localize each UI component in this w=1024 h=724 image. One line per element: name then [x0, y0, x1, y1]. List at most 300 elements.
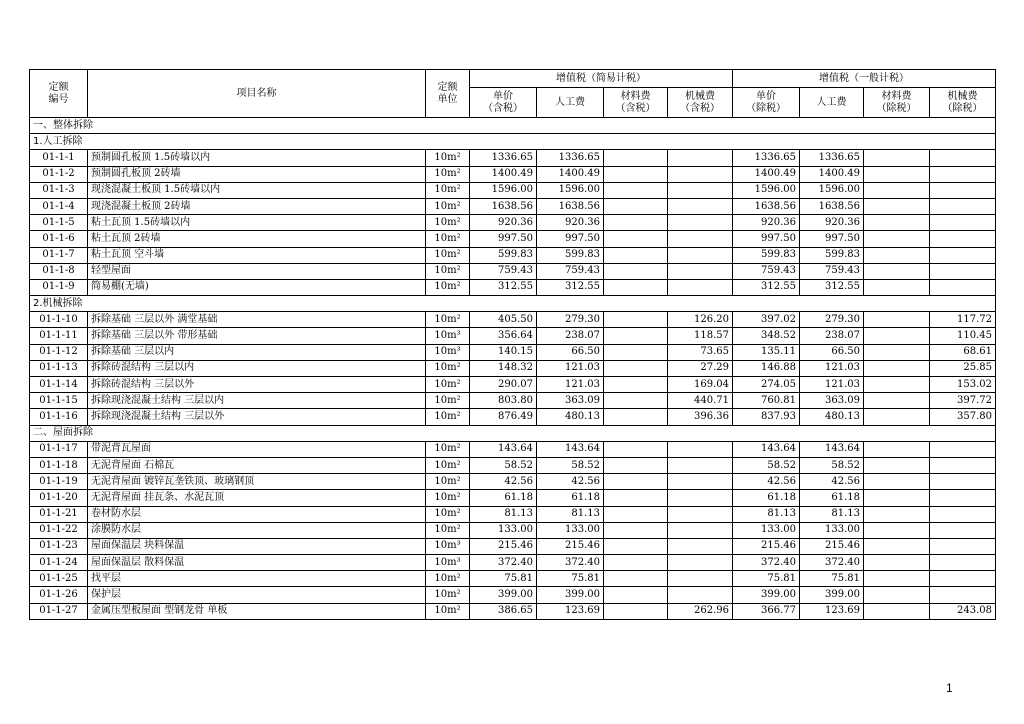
machine-incl-cell: 262.96 [668, 603, 733, 619]
price-incl-cell: 148.32 [470, 360, 537, 376]
item-name: 拆除基础 三层以外 带形基础 [88, 328, 426, 344]
machine-excl-cell [930, 555, 996, 571]
item-name: 轻型屋面 [88, 263, 426, 279]
price-excl-cell: 1400.49 [733, 166, 800, 182]
labor-cost-cell: 58.52 [537, 457, 604, 473]
machine-excl-cell [930, 506, 996, 522]
price-excl-cell: 146.88 [733, 360, 800, 376]
item-name: 拆除现浇混凝土结构 三层以外 [88, 409, 426, 425]
quota-code: 01-1-22 [30, 522, 88, 538]
quota-code: 01-1-27 [30, 603, 88, 619]
labor-cost-cell: 997.50 [537, 231, 604, 247]
table-row [30, 522, 996, 538]
price-incl-cell: 876.49 [470, 409, 537, 425]
price-excl-cell: 42.56 [733, 474, 800, 490]
machine-incl-cell [668, 215, 733, 231]
section-title: 一、整体拆除 [30, 118, 996, 134]
machine-excl-cell [930, 522, 996, 538]
machine-incl-cell [668, 198, 733, 214]
section-row [30, 425, 996, 441]
material-incl-cell [604, 474, 668, 490]
quota-unit: 10m² [426, 215, 470, 231]
material-excl-cell [864, 587, 930, 603]
machine-excl-cell [930, 538, 996, 554]
material-excl-cell [864, 182, 930, 198]
price-excl-cell: 274.05 [733, 377, 800, 393]
quota-unit: 10m² [426, 150, 470, 166]
material-incl-cell [604, 538, 668, 554]
labor-cost-2-cell: 372.40 [800, 555, 864, 571]
price-excl-cell: 1336.65 [733, 150, 800, 166]
price-incl-cell: 1336.65 [470, 150, 537, 166]
header-labor: 人工费 [537, 88, 604, 118]
labor-cost-cell: 372.40 [537, 555, 604, 571]
price-incl-cell: 133.00 [470, 522, 537, 538]
machine-incl-cell [668, 182, 733, 198]
machine-incl-cell: 73.65 [668, 344, 733, 360]
table-row [30, 441, 996, 457]
machine-excl-cell [930, 441, 996, 457]
labor-cost-2-cell: 1596.00 [800, 182, 864, 198]
material-excl-cell [864, 441, 930, 457]
table-body [30, 118, 996, 620]
price-excl-cell: 143.64 [733, 441, 800, 457]
table-row [30, 198, 996, 214]
quota-code: 01-1-9 [30, 279, 88, 295]
machine-incl-cell: 27.29 [668, 360, 733, 376]
labor-cost-cell: 75.81 [537, 571, 604, 587]
quota-unit: 10m² [426, 522, 470, 538]
price-excl-cell: 215.46 [733, 538, 800, 554]
quota-unit: 10m² [426, 474, 470, 490]
price-excl-cell: 399.00 [733, 587, 800, 603]
quota-unit: 10m² [426, 198, 470, 214]
material-excl-cell [864, 166, 930, 182]
labor-cost-2-cell: 61.18 [800, 490, 864, 506]
machine-incl-cell: 169.04 [668, 377, 733, 393]
machine-incl-cell: 440.71 [668, 393, 733, 409]
quota-unit: 10m³ [426, 555, 470, 571]
labor-cost-cell: 123.69 [537, 603, 604, 619]
labor-cost-2-cell: 81.13 [800, 506, 864, 522]
labor-cost-2-cell: 480.13 [800, 409, 864, 425]
labor-cost-2-cell: 759.43 [800, 263, 864, 279]
item-name: 拆除砖混结构 三层以外 [88, 377, 426, 393]
material-incl-cell [604, 506, 668, 522]
quota-unit: 10m² [426, 377, 470, 393]
labor-cost-2-cell: 66.50 [800, 344, 864, 360]
labor-cost-cell: 1400.49 [537, 166, 604, 182]
material-incl-cell [604, 150, 668, 166]
price-incl-cell: 356.64 [470, 328, 537, 344]
material-incl-cell [604, 393, 668, 409]
table-row [30, 457, 996, 473]
quota-code: 01-1-23 [30, 538, 88, 554]
price-excl-cell: 312.55 [733, 279, 800, 295]
labor-cost-cell: 759.43 [537, 263, 604, 279]
material-excl-cell [864, 360, 930, 376]
labor-cost-cell: 238.07 [537, 328, 604, 344]
price-excl-cell: 366.77 [733, 603, 800, 619]
material-excl-cell [864, 263, 930, 279]
header-simple-tax: 增值税（简易计税） [470, 70, 733, 88]
machine-excl-cell: 153.02 [930, 377, 996, 393]
header-general-tax: 增值税（一般计税） [733, 70, 996, 88]
material-incl-cell [604, 344, 668, 360]
quota-code: 01-1-6 [30, 231, 88, 247]
item-name: 简易棚(无墙) [88, 279, 426, 295]
table-row [30, 490, 996, 506]
subsection-row [30, 296, 996, 312]
table-row [30, 312, 996, 328]
material-excl-cell [864, 490, 930, 506]
material-incl-cell [604, 312, 668, 328]
material-excl-cell [864, 457, 930, 473]
machine-excl-cell [930, 457, 996, 473]
quota-unit: 10m² [426, 279, 470, 295]
material-incl-cell [604, 279, 668, 295]
quota-code: 01-1-5 [30, 215, 88, 231]
material-excl-cell [864, 409, 930, 425]
machine-excl-cell: 397.72 [930, 393, 996, 409]
machine-incl-cell [668, 474, 733, 490]
machine-excl-cell [930, 231, 996, 247]
price-excl-cell: 920.36 [733, 215, 800, 231]
material-incl-cell [604, 377, 668, 393]
material-excl-cell [864, 328, 930, 344]
price-incl-cell: 42.56 [470, 474, 537, 490]
table-row [30, 571, 996, 587]
material-incl-cell [604, 457, 668, 473]
item-name: 屋面保温层 散料保温 [88, 555, 426, 571]
quota-unit: 10m² [426, 587, 470, 603]
table-row [30, 247, 996, 263]
price-excl-cell: 135.11 [733, 344, 800, 360]
quota-code: 01-1-14 [30, 377, 88, 393]
price-excl-cell: 599.83 [733, 247, 800, 263]
price-incl-cell: 386.65 [470, 603, 537, 619]
table-row [30, 328, 996, 344]
material-incl-cell [604, 490, 668, 506]
quota-code: 01-1-2 [30, 166, 88, 182]
item-name: 屋面保温层 块料保温 [88, 538, 426, 554]
material-incl-cell [604, 215, 668, 231]
subsection-title: 2.机械拆除 [30, 296, 996, 312]
price-incl-cell: 1400.49 [470, 166, 537, 182]
labor-cost-cell: 215.46 [537, 538, 604, 554]
price-incl-cell: 81.13 [470, 506, 537, 522]
header-material-excl: 材料费 （除税） [864, 88, 930, 118]
labor-cost-2-cell: 363.09 [800, 393, 864, 409]
material-incl-cell [604, 571, 668, 587]
material-excl-cell [864, 247, 930, 263]
item-name: 无泥背屋面 石棉瓦 [88, 457, 426, 473]
labor-cost-cell: 480.13 [537, 409, 604, 425]
table-row [30, 231, 996, 247]
price-excl-cell: 1596.00 [733, 182, 800, 198]
price-incl-cell: 599.83 [470, 247, 537, 263]
material-incl-cell [604, 328, 668, 344]
table-row [30, 263, 996, 279]
header-name: 项目名称 [88, 70, 426, 118]
price-excl-cell: 837.93 [733, 409, 800, 425]
labor-cost-2-cell: 42.56 [800, 474, 864, 490]
subsection-title: 1.人工拆除 [30, 134, 996, 150]
header-price-excl: 单价 （除税） [733, 88, 800, 118]
quota-code: 01-1-10 [30, 312, 88, 328]
material-excl-cell [864, 150, 930, 166]
quota-unit: 10m² [426, 393, 470, 409]
subsection-row [30, 134, 996, 150]
machine-excl-cell [930, 150, 996, 166]
table-row [30, 360, 996, 376]
page-number: 1 [946, 681, 953, 695]
quota-unit: 10m² [426, 263, 470, 279]
quota-code: 01-1-20 [30, 490, 88, 506]
price-incl-cell: 997.50 [470, 231, 537, 247]
machine-incl-cell [668, 231, 733, 247]
machine-excl-cell [930, 166, 996, 182]
quota-table [29, 69, 996, 620]
price-excl-cell: 61.18 [733, 490, 800, 506]
header-machine-excl: 机械费 （除税） [930, 88, 996, 118]
machine-incl-cell [668, 457, 733, 473]
material-incl-cell [604, 522, 668, 538]
item-name: 现浇混凝土板顶 2砖墙 [88, 198, 426, 214]
table-row [30, 409, 996, 425]
material-excl-cell [864, 555, 930, 571]
labor-cost-cell: 1336.65 [537, 150, 604, 166]
item-name: 拆除基础 三层以外 满堂基础 [88, 312, 426, 328]
machine-incl-cell [668, 279, 733, 295]
item-name: 粘土瓦顶 空斗墙 [88, 247, 426, 263]
price-incl-cell: 372.40 [470, 555, 537, 571]
quota-code: 01-1-19 [30, 474, 88, 490]
item-name: 拆除基础 三层以内 [88, 344, 426, 360]
price-incl-cell: 215.46 [470, 538, 537, 554]
labor-cost-cell: 312.55 [537, 279, 604, 295]
quota-code: 01-1-16 [30, 409, 88, 425]
labor-cost-2-cell: 279.30 [800, 312, 864, 328]
machine-incl-cell [668, 538, 733, 554]
material-incl-cell [604, 198, 668, 214]
table-row [30, 150, 996, 166]
labor-cost-2-cell: 133.00 [800, 522, 864, 538]
machine-incl-cell [668, 441, 733, 457]
price-incl-cell: 312.55 [470, 279, 537, 295]
item-name: 无泥背屋面 镀锌瓦垄铁顶、玻璃钢顶 [88, 474, 426, 490]
labor-cost-2-cell: 215.46 [800, 538, 864, 554]
machine-excl-cell [930, 474, 996, 490]
material-incl-cell [604, 587, 668, 603]
material-incl-cell [604, 360, 668, 376]
machine-excl-cell: 68.61 [930, 344, 996, 360]
table-row [30, 215, 996, 231]
price-incl-cell: 920.36 [470, 215, 537, 231]
price-excl-cell: 58.52 [733, 457, 800, 473]
price-incl-cell: 61.18 [470, 490, 537, 506]
labor-cost-cell: 66.50 [537, 344, 604, 360]
quota-code: 01-1-7 [30, 247, 88, 263]
table-row [30, 506, 996, 522]
quota-code: 01-1-18 [30, 457, 88, 473]
labor-cost-cell: 143.64 [537, 441, 604, 457]
labor-cost-2-cell: 399.00 [800, 587, 864, 603]
machine-incl-cell [668, 263, 733, 279]
material-incl-cell [604, 182, 668, 198]
material-excl-cell [864, 344, 930, 360]
machine-incl-cell: 396.36 [668, 409, 733, 425]
table-row [30, 603, 996, 619]
labor-cost-2-cell: 121.03 [800, 360, 864, 376]
machine-incl-cell [668, 587, 733, 603]
labor-cost-2-cell: 312.55 [800, 279, 864, 295]
labor-cost-cell: 121.03 [537, 377, 604, 393]
table-row [30, 538, 996, 554]
machine-excl-cell [930, 490, 996, 506]
labor-cost-2-cell: 238.07 [800, 328, 864, 344]
material-excl-cell [864, 393, 930, 409]
table-row [30, 344, 996, 360]
labor-cost-cell: 920.36 [537, 215, 604, 231]
table-row [30, 474, 996, 490]
header-material-incl: 材料费 （含税） [604, 88, 668, 118]
price-incl-cell: 75.81 [470, 571, 537, 587]
material-excl-cell [864, 312, 930, 328]
price-excl-cell: 759.43 [733, 263, 800, 279]
labor-cost-2-cell: 997.50 [800, 231, 864, 247]
quota-unit: 10m³ [426, 538, 470, 554]
machine-incl-cell [668, 506, 733, 522]
price-excl-cell: 997.50 [733, 231, 800, 247]
machine-excl-cell [930, 279, 996, 295]
price-incl-cell: 405.50 [470, 312, 537, 328]
price-incl-cell: 58.52 [470, 457, 537, 473]
material-excl-cell [864, 571, 930, 587]
price-incl-cell: 290.07 [470, 377, 537, 393]
machine-excl-cell [930, 263, 996, 279]
quota-code: 01-1-15 [30, 393, 88, 409]
price-excl-cell: 133.00 [733, 522, 800, 538]
item-name: 粘土瓦顶 1.5砖墙以内 [88, 215, 426, 231]
price-excl-cell: 75.81 [733, 571, 800, 587]
item-name: 金属压型板屋面 型钢龙骨 单板 [88, 603, 426, 619]
quota-code: 01-1-12 [30, 344, 88, 360]
item-name: 涂膜防水层 [88, 522, 426, 538]
material-excl-cell [864, 377, 930, 393]
price-incl-cell: 399.00 [470, 587, 537, 603]
material-incl-cell [604, 263, 668, 279]
material-excl-cell [864, 506, 930, 522]
item-name: 预制圆孔板顶 2砖墙 [88, 166, 426, 182]
quota-code: 01-1-8 [30, 263, 88, 279]
material-excl-cell [864, 198, 930, 214]
quota-unit: 10m² [426, 506, 470, 522]
material-excl-cell [864, 231, 930, 247]
labor-cost-cell: 121.03 [537, 360, 604, 376]
price-incl-cell: 759.43 [470, 263, 537, 279]
section-title: 二、屋面拆除 [30, 425, 996, 441]
material-excl-cell [864, 215, 930, 231]
item-name: 拆除砖混结构 三层以内 [88, 360, 426, 376]
labor-cost-cell: 363.09 [537, 393, 604, 409]
labor-cost-2-cell: 121.03 [800, 377, 864, 393]
header-price-incl: 单价 （含税） [470, 88, 537, 118]
material-excl-cell [864, 474, 930, 490]
item-name: 粘土瓦顶 2砖墙 [88, 231, 426, 247]
quota-unit: 10m³ [426, 344, 470, 360]
price-excl-cell: 348.52 [733, 328, 800, 344]
price-incl-cell: 140.15 [470, 344, 537, 360]
item-name: 预制圆孔板顶 1.5砖墙以内 [88, 150, 426, 166]
table-row [30, 587, 996, 603]
machine-excl-cell [930, 215, 996, 231]
header-unit: 定额 单位 [426, 70, 470, 118]
quota-unit: 10m³ [426, 328, 470, 344]
machine-excl-cell: 25.85 [930, 360, 996, 376]
material-incl-cell [604, 409, 668, 425]
quota-code: 01-1-4 [30, 198, 88, 214]
quota-unit: 10m² [426, 166, 470, 182]
machine-incl-cell: 118.57 [668, 328, 733, 344]
labor-cost-cell: 42.56 [537, 474, 604, 490]
labor-cost-2-cell: 123.69 [800, 603, 864, 619]
quota-code: 01-1-3 [30, 182, 88, 198]
quota-unit: 10m² [426, 360, 470, 376]
header-code: 定额 编号 [30, 70, 88, 118]
quota-code: 01-1-11 [30, 328, 88, 344]
table-row [30, 279, 996, 295]
table-row [30, 393, 996, 409]
quota-unit: 10m² [426, 182, 470, 198]
labor-cost-cell: 133.00 [537, 522, 604, 538]
price-incl-cell: 143.64 [470, 441, 537, 457]
machine-excl-cell: 243.08 [930, 603, 996, 619]
machine-incl-cell [668, 490, 733, 506]
labor-cost-2-cell: 1336.65 [800, 150, 864, 166]
quota-unit: 10m² [426, 231, 470, 247]
price-excl-cell: 1638.56 [733, 198, 800, 214]
machine-excl-cell [930, 247, 996, 263]
labor-cost-2-cell: 920.36 [800, 215, 864, 231]
machine-excl-cell: 117.72 [930, 312, 996, 328]
labor-cost-cell: 399.00 [537, 587, 604, 603]
header-labor-2: 人工费 [800, 88, 864, 118]
price-excl-cell: 760.81 [733, 393, 800, 409]
labor-cost-cell: 599.83 [537, 247, 604, 263]
quota-unit: 10m² [426, 441, 470, 457]
quota-unit: 10m² [426, 409, 470, 425]
item-name: 现浇混凝土板顶 1.5砖墙以内 [88, 182, 426, 198]
material-incl-cell [604, 555, 668, 571]
item-name: 拆除现浇混凝土结构 三层以内 [88, 393, 426, 409]
quota-unit: 10m² [426, 490, 470, 506]
price-incl-cell: 1638.56 [470, 198, 537, 214]
price-excl-cell: 81.13 [733, 506, 800, 522]
material-incl-cell [604, 166, 668, 182]
labor-cost-2-cell: 599.83 [800, 247, 864, 263]
labor-cost-cell: 279.30 [537, 312, 604, 328]
machine-incl-cell [668, 522, 733, 538]
table-row [30, 182, 996, 198]
machine-incl-cell [668, 247, 733, 263]
price-incl-cell: 803.80 [470, 393, 537, 409]
quota-code: 01-1-1 [30, 150, 88, 166]
quota-code: 01-1-21 [30, 506, 88, 522]
quota-unit: 10m² [426, 603, 470, 619]
table-row [30, 555, 996, 571]
labor-cost-2-cell: 143.64 [800, 441, 864, 457]
